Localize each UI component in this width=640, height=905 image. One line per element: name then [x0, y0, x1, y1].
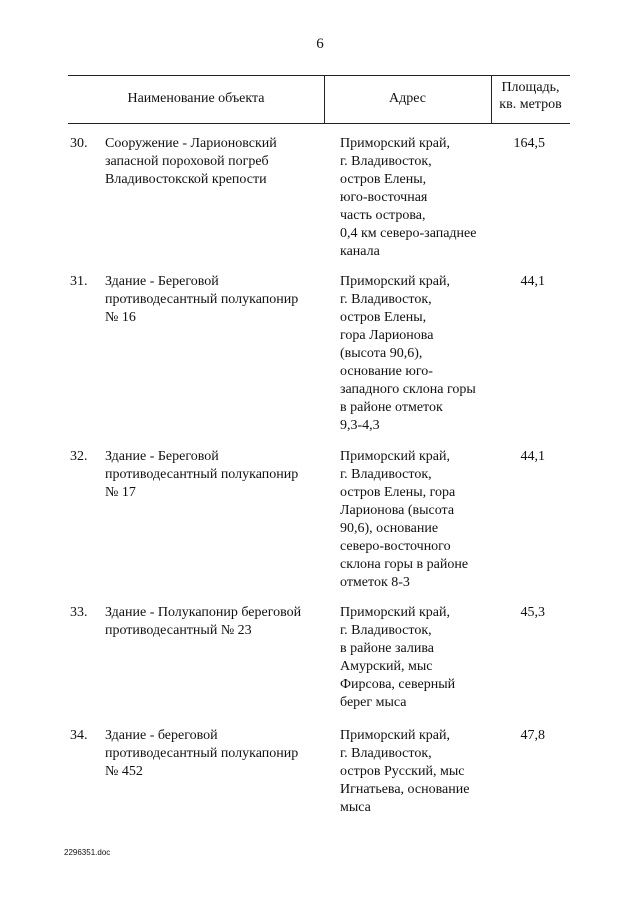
- object-address-line: отметок 8-3: [340, 575, 410, 590]
- object-address: [340, 727, 490, 817]
- object-name-line: запасной пороховой погреб: [105, 154, 269, 169]
- column-header-address: Адрес: [388, 91, 426, 106]
- object-name-line: Здание - береговой: [105, 728, 218, 743]
- object-address-line: северо-восточного: [340, 539, 451, 554]
- object-address-line: г. Владивосток,: [340, 746, 432, 761]
- object-area: 44,1: [520, 449, 545, 464]
- column-header-area: [491, 79, 570, 113]
- row-number: 32.: [70, 449, 88, 464]
- object-address-line: 90,6), основание: [340, 521, 439, 536]
- object-name-line: № 16: [105, 310, 136, 325]
- object-address-line: Приморский край,: [340, 605, 450, 620]
- object-address-line: Приморский край,: [340, 728, 450, 743]
- object-address-line: Ларионова (высота: [340, 503, 455, 518]
- row-number: 31.: [70, 274, 88, 289]
- object-address-line: г. Владивосток,: [340, 623, 432, 638]
- object-address-line: Игнатьева, основание: [340, 782, 470, 797]
- object-address-line: часть острова,: [340, 208, 426, 223]
- object-address-line: юго-восточная: [340, 190, 428, 205]
- object-address-line: 0,4 км северо-западнее: [340, 226, 477, 241]
- object-address-line: г. Владивосток,: [340, 292, 432, 307]
- object-address-line: гора Ларионова: [340, 328, 434, 343]
- object-address-line: Фирсова, северный: [340, 677, 456, 692]
- object-name-line: Владивостокской крепости: [105, 172, 267, 187]
- object-address-line: г. Владивосток,: [340, 154, 432, 169]
- row-number: 33.: [70, 605, 88, 620]
- object-address-line: западного склона горы: [340, 382, 476, 397]
- object-address-line: г. Владивосток,: [340, 467, 432, 482]
- object-name: [105, 727, 325, 781]
- object-address-line: склона горы в районе: [340, 557, 469, 572]
- object-name-line: противодесантный полукапонир: [105, 292, 299, 307]
- object-address-line: Приморский край,: [340, 136, 450, 151]
- object-address-line: канала: [340, 244, 380, 259]
- object-address-line: Приморский край,: [340, 449, 450, 464]
- object-area: 45,3: [520, 605, 545, 620]
- object-address-line: остров Русский, мыс: [340, 764, 465, 779]
- object-address-line: остров Елены,: [340, 310, 427, 325]
- object-address-line: в районе отметок: [340, 400, 443, 415]
- object-address-line: берег мыса: [340, 695, 407, 710]
- object-name-line: № 452: [105, 764, 143, 779]
- column-header-area-line1: Площадь,: [501, 80, 560, 95]
- object-address: [340, 604, 490, 712]
- object-address-line: Приморский край,: [340, 274, 450, 289]
- column-header-name: Наименование объекта: [127, 91, 265, 106]
- object-area: 44,1: [520, 274, 545, 289]
- object-name: [105, 135, 325, 189]
- document-id: 2296351.doc: [64, 848, 111, 857]
- object-name: [105, 604, 325, 640]
- row-number: 34.: [70, 728, 88, 743]
- object-address: [340, 273, 490, 435]
- object-address-line: мыса: [340, 800, 371, 815]
- object-address-line: (высота 90,6),: [340, 346, 423, 361]
- object-name: [105, 273, 325, 327]
- object-area: 164,5: [513, 136, 545, 151]
- object-name-line: противодесантный полукапонир: [105, 467, 299, 482]
- column-header-area-line2: кв. метров: [499, 97, 562, 112]
- object-address-line: основание юго-: [340, 364, 433, 379]
- table-header-bottom-rule: [68, 123, 570, 124]
- object-address-line: Амурский, мыс: [340, 659, 433, 674]
- object-address-line: 9,3-4,3: [340, 418, 380, 433]
- object-address-line: остров Елены,: [340, 172, 427, 187]
- object-address: [340, 448, 490, 592]
- page-number: 6: [316, 36, 324, 52]
- table-top-rule: [68, 75, 570, 76]
- object-address-line: в районе залива: [340, 641, 435, 656]
- object-address: [340, 135, 490, 261]
- object-name-line: противодесантный полукапонир: [105, 746, 299, 761]
- object-name-line: Здание - Береговой: [105, 449, 219, 464]
- object-name: [105, 448, 325, 502]
- object-address-line: остров Елены, гора: [340, 485, 456, 500]
- row-number: 30.: [70, 136, 88, 151]
- object-name-line: № 17: [105, 485, 136, 500]
- object-name-line: Здание - Береговой: [105, 274, 219, 289]
- object-name-line: противодесантный № 23: [105, 623, 252, 638]
- object-area: 47,8: [520, 728, 545, 743]
- object-name-line: Здание - Полукапонир береговой: [105, 605, 302, 620]
- object-name-line: Сооружение - Ларионовский: [105, 136, 277, 151]
